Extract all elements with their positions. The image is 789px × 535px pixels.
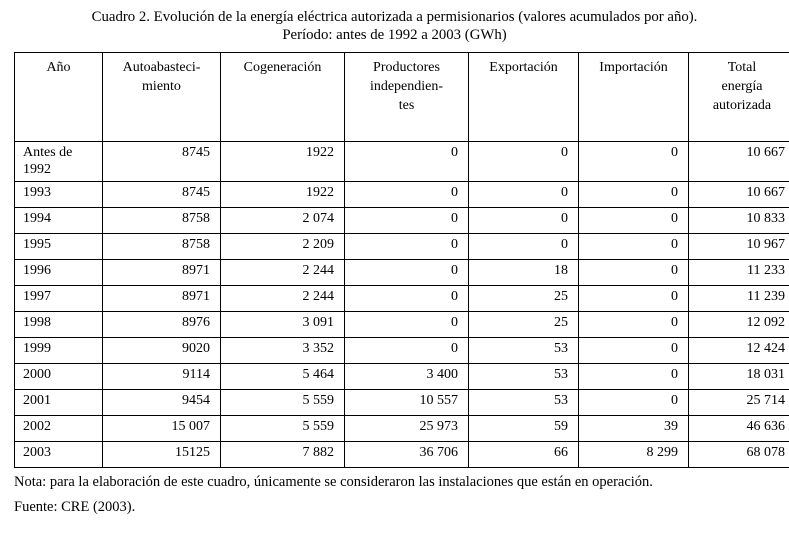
cell-independientes: 25 973 (345, 415, 469, 441)
table-row (15, 207, 789, 233)
cell-year: 2001 (15, 389, 103, 415)
table-header-row (15, 52, 789, 141)
cell-importacion: 0 (579, 311, 689, 337)
cell-independientes: 10 557 (345, 389, 469, 415)
column-header-cogeneracion: Cogeneración (221, 52, 345, 141)
cell-total: 25 714 (689, 389, 789, 415)
cell-exportacion: 25 (469, 285, 579, 311)
cell-exportacion: 0 (469, 181, 579, 207)
cell-cogeneracion: 3 091 (221, 311, 345, 337)
cell-year: 1994 (15, 207, 103, 233)
cell-year: 1997 (15, 285, 103, 311)
cell-cogeneracion: 5 559 (221, 389, 345, 415)
cell-importacion: 0 (579, 259, 689, 285)
cell-autoabastecimiento: 8976 (103, 311, 221, 337)
cell-total: 11 233 (689, 259, 789, 285)
cell-independientes: 0 (345, 181, 469, 207)
cell-independientes: 36 706 (345, 441, 469, 467)
cell-total: 10 967 (689, 233, 789, 259)
cell-autoabastecimiento: 15125 (103, 441, 221, 467)
cell-independientes: 0 (345, 311, 469, 337)
cell-autoabastecimiento: 8745 (103, 181, 221, 207)
column-header-total: Total energía autorizada (689, 52, 789, 141)
cell-cogeneracion: 2 244 (221, 259, 345, 285)
cell-total: 18 031 (689, 363, 789, 389)
table-notes (14, 473, 775, 517)
cell-importacion: 0 (579, 389, 689, 415)
cell-exportacion: 53 (469, 363, 579, 389)
cell-autoabastecimiento: 9454 (103, 389, 221, 415)
cell-cogeneracion: 1922 (221, 181, 345, 207)
cell-cogeneracion: 2 074 (221, 207, 345, 233)
cell-total: 12 424 (689, 337, 789, 363)
cell-exportacion: 0 (469, 233, 579, 259)
cell-importacion: 0 (579, 233, 689, 259)
cell-importacion: 0 (579, 363, 689, 389)
cell-autoabastecimiento: 8971 (103, 259, 221, 285)
caption-line-1: Cuadro 2. Evolución de la energía eléctrica autorizada a permisionarios (valores acumulados por año). (91, 9, 698, 25)
cell-independientes: 0 (345, 337, 469, 363)
cell-year: 2003 (15, 441, 103, 467)
cell-independientes: 0 (345, 207, 469, 233)
cell-exportacion: 53 (469, 337, 579, 363)
cell-autoabastecimiento: 8745 (103, 141, 221, 181)
cell-year: 1993 (15, 181, 103, 207)
cell-exportacion: 0 (469, 141, 579, 181)
cell-exportacion: 0 (469, 207, 579, 233)
cell-cogeneracion: 1922 (221, 141, 345, 181)
cell-total: 11 239 (689, 285, 789, 311)
cell-autoabastecimiento: 8971 (103, 285, 221, 311)
energy-table (14, 52, 789, 468)
cell-cogeneracion: 2 209 (221, 233, 345, 259)
table-row (15, 285, 789, 311)
cell-importacion: 39 (579, 415, 689, 441)
table-caption (14, 8, 775, 45)
cell-year: 2000 (15, 363, 103, 389)
cell-cogeneracion: 2 244 (221, 285, 345, 311)
column-header-independientes: Productores independien- tes (345, 52, 469, 141)
cell-total: 10 833 (689, 207, 789, 233)
cell-year: 1998 (15, 311, 103, 337)
cell-independientes: 0 (345, 233, 469, 259)
cell-year: 2002 (15, 415, 103, 441)
cell-total: 10 667 (689, 181, 789, 207)
cell-total: 46 636 (689, 415, 789, 441)
note-text: Nota: para la elaboración de este cuadro, únicamente se consideraron las instalaciones que están en operación. (14, 473, 653, 490)
source-text: Fuente: CRE (2003). (14, 498, 136, 515)
cell-independientes: 3 400 (345, 363, 469, 389)
cell-year: 1995 (15, 233, 103, 259)
cell-autoabastecimiento: 8758 (103, 233, 221, 259)
table-row (15, 181, 789, 207)
cell-importacion: 0 (579, 181, 689, 207)
cell-cogeneracion: 7 882 (221, 441, 345, 467)
table-row (15, 233, 789, 259)
cell-importacion: 0 (579, 207, 689, 233)
table-row (15, 141, 789, 181)
cell-total: 68 078 (689, 441, 789, 467)
caption-line-2: Período: antes de 1992 a 2003 (GWh) (282, 27, 507, 44)
table-row (15, 259, 789, 285)
cell-exportacion: 53 (469, 389, 579, 415)
cell-independientes: 0 (345, 259, 469, 285)
column-header-importacion: Importación (579, 52, 689, 141)
cell-cogeneracion: 3 352 (221, 337, 345, 363)
column-header-autoabastecimiento: Autoabasteci- miento (103, 52, 221, 141)
cell-importacion: 0 (579, 285, 689, 311)
cell-cogeneracion: 5 559 (221, 415, 345, 441)
cell-independientes: 0 (345, 141, 469, 181)
table-row (15, 389, 789, 415)
table-body (15, 141, 789, 467)
cell-independientes: 0 (345, 285, 469, 311)
cell-autoabastecimiento: 8758 (103, 207, 221, 233)
cell-importacion: 8 299 (579, 441, 689, 467)
cell-year: 1999 (15, 337, 103, 363)
cell-year: Antes de 1992 (15, 141, 103, 181)
cell-exportacion: 18 (469, 259, 579, 285)
cell-importacion: 0 (579, 337, 689, 363)
column-header-year: Año (15, 52, 103, 141)
cell-total: 12 092 (689, 311, 789, 337)
column-header-exportacion: Exportación (469, 52, 579, 141)
cell-exportacion: 66 (469, 441, 579, 467)
cell-exportacion: 25 (469, 311, 579, 337)
cell-importacion: 0 (579, 141, 689, 181)
cell-total: 10 667 (689, 141, 789, 181)
cell-year: 1996 (15, 259, 103, 285)
cell-autoabastecimiento: 9114 (103, 363, 221, 389)
table-row (15, 337, 789, 363)
table-header (15, 52, 789, 141)
cell-autoabastecimiento: 9020 (103, 337, 221, 363)
table-row (15, 415, 789, 441)
table-row (15, 363, 789, 389)
cell-cogeneracion: 5 464 (221, 363, 345, 389)
cell-autoabastecimiento: 15 007 (103, 415, 221, 441)
cell-exportacion: 59 (469, 415, 579, 441)
table-row (15, 311, 789, 337)
table-row (15, 441, 789, 467)
